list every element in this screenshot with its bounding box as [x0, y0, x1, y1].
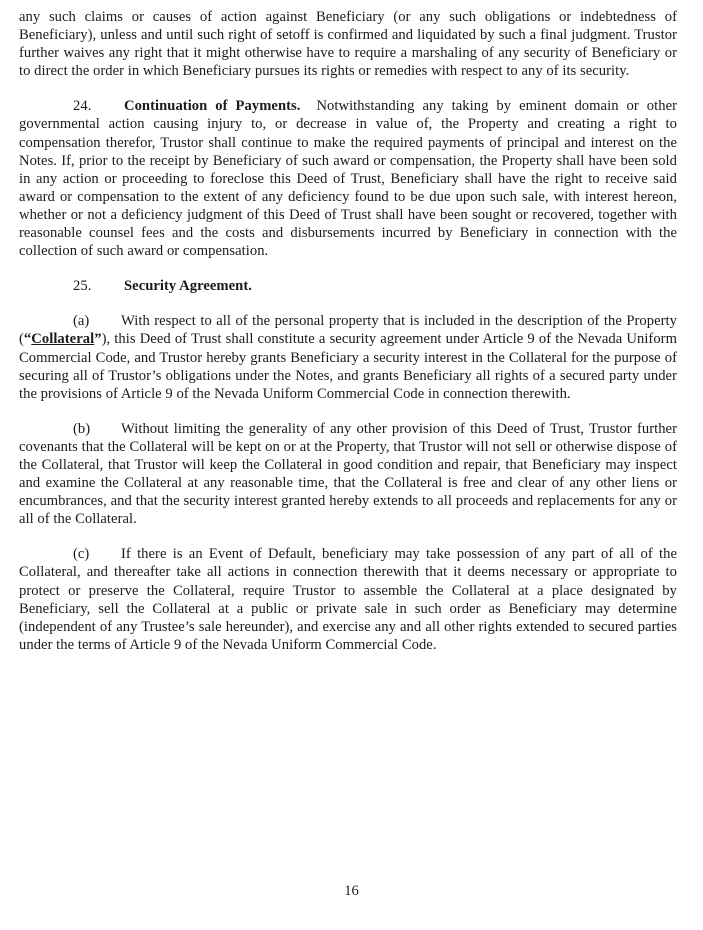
section-25-title: Security Agreement. — [124, 278, 252, 295]
page-number: 16 — [344, 883, 359, 899]
section-25a-text-before: With respect to all of the personal property that is included in the description of the Property ( — [19, 313, 677, 348]
section-25a-paragraph — [19, 312, 677, 402]
continuation-paragraph — [19, 8, 677, 80]
collateral-quote-open: “ — [23, 331, 32, 348]
section-25-heading — [19, 277, 677, 295]
section-25b-paragraph — [19, 420, 677, 529]
section-25-number: 25. — [73, 278, 92, 295]
section-25a-text-after: ), this Deed of Trust shall constitute a security agreement under Article 9 of the Nevada Uniform Commercial Code, and Trustor hereby grants Beneficiary a security interest in the Collateral for the purpose of securing all of Trustor’s obligations under the Notes, and grants Beneficiary all rights of a secured party under the provisions of Article 9 of the Nevada Uniform Commercial Code in connection therewith. — [19, 331, 677, 402]
continuation-text: any such claims or causes of action against Beneficiary (or any such obligations or indebtedness of Beneficiary), unless and until such right of setoff is confirmed and liquidated by such a final judgment. Trustor further waives any right that it might otherwise have to require a marshaling of any security of Beneficiary or to direct the order in which Beneficiary pursues its rights or remedies with respect to any of its security. — [19, 9, 677, 80]
section-25b-text: Without limiting the generality of any other provision of this Deed of Trust, Trustor further covenants that the Collateral will be kept on or at the Property, that Trustor will not sell or otherwise dispose of the Collateral, that Trustor will keep the Collateral in good condition and repair, that Beneficiary may inspect and examine the Collateral at any reasonable time, that the Collateral is free and clear of any other liens or encumbrances, and that the security interest granted hereby extends to all proceeds and replacements for any or all of the Collateral. — [19, 420, 677, 528]
document-body — [19, 8, 677, 654]
collateral-defined-term — [24, 331, 102, 347]
section-25c-paragraph — [19, 545, 677, 654]
section-25c-text: If there is an Event of Default, beneficiary may take possession of any part of all of the Collateral, and thereafter take all actions in connection therewith that it deems necessary or appropriate to protect or preserve the Collateral, require Trustor to assemble the Collateral at a place designated by Beneficiary, sell the Collateral at a public or private sale in such order as Beneficiary may determine (independent of any Trustee’s sale hereunder), and exercise any and all other rights extended to secured parties under the terms of Article 9 of the Nevada Uniform Commercial Code. — [19, 546, 677, 653]
section-25a-label: (a) — [73, 313, 90, 330]
section-24-title: Continuation of Payments. — [124, 98, 301, 115]
collateral-term: Collateral — [31, 331, 95, 348]
section-24-number: 24. — [73, 98, 92, 115]
collateral-quote-close: ” — [94, 331, 102, 348]
section-25c-label: (c) — [73, 546, 90, 563]
section-25b-label: (b) — [73, 420, 91, 437]
section-24-paragraph — [19, 97, 677, 260]
section-24-text: Notwithstanding any taking by eminent domain or other governmental action causing injury to, or decrease in value of, the Property and creating a right to compensation therefor, Trustor shall continue to make the required payments of principal and interest on the Notes. If, prior to the receipt by Beneficiary of such award or compensation, the Property shall have been sold in any action or proceeding to foreclose this Deed of Trust, Beneficiary shall have the right to receive said award or compensation to the extent of any deficiency found to be due upon such sale, with interest hereon, whether or not a deficiency judgment of this Deed of Trust shall have been sought or recovered, together with reasonable counsel fees and the costs and disbursements incurred by Beneficiary in connection with the collection of such award or compensation. — [19, 98, 678, 260]
